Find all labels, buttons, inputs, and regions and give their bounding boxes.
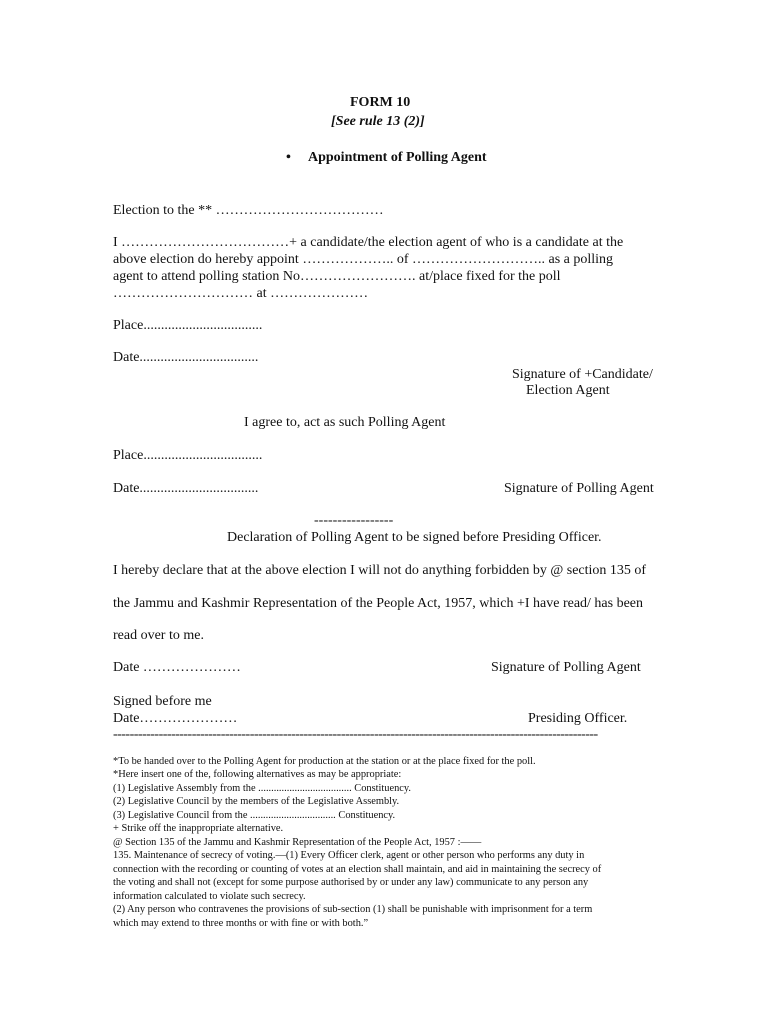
appointment-place: Place..................................: [113, 318, 263, 333]
signed-before: Signed before me: [113, 694, 212, 709]
candidate-signature-line1: Signature of +Candidate/: [512, 367, 653, 382]
presiding-date: Date…………………: [113, 711, 238, 726]
footnote: *Here insert one of the, following alternatives as may be appropriate:: [113, 769, 402, 780]
dashed-divider: ---------------------------------------------------------------------------------------------------------------------: [113, 727, 598, 742]
rule-reference: [See rule 13 (2)]: [331, 114, 425, 129]
separator: -----------------: [314, 513, 394, 528]
footnote: *To be handed over to the Polling Agent for production at the station or at the place fixed for the poll.: [113, 756, 536, 767]
agreement-date: Date..................................: [113, 481, 259, 496]
form-heading: [286, 149, 487, 167]
footnote: @ Section 135 of the Jammu and Kashmir Representation of the People Act, 1957 :——: [113, 837, 482, 848]
footnote: (2) Any person who contravenes the provisions of sub-section (1) shall be punishable with imprisonment for a term: [113, 904, 593, 915]
agreement-text: I agree to, act as such Polling Agent: [244, 415, 446, 430]
agreement-signature: Signature of Polling Agent: [504, 481, 654, 496]
declaration-line: I hereby declare that at the above election I will not do anything forbidden by @ section 135 of: [113, 563, 647, 578]
declaration-line: the Jammu and Kashmir Representation of the People Act, 1957, which +I have read/ has been: [113, 596, 644, 611]
election-line: Election to the ** ………………………………: [113, 203, 384, 218]
bullet-icon: •: [286, 150, 291, 165]
footnote: 135. Maintenance of secrecy of voting.—(1) Every Officer clerk, agent or other person who performs any duty in: [113, 850, 585, 861]
footnote: (3) Legislative Council from the ................................. Constituency.: [113, 810, 396, 821]
footnote: the voting and shall not (except for some purpose authorised by or under any law) communicate to any person any: [113, 877, 589, 888]
footnote: which may extend to three months or with fine or with both.”: [113, 918, 369, 929]
presiding-officer: Presiding Officer.: [528, 711, 628, 726]
form-title: FORM 10: [350, 95, 411, 110]
declaration-signature: Signature of Polling Agent: [491, 660, 641, 675]
declaration-date: Date …………………: [113, 660, 241, 675]
appointment-para-line: above election do hereby appoint ……………….. of ……………………….. as a polling: [113, 252, 614, 267]
appointment-date: Date..................................: [113, 350, 259, 365]
appointment-para-line: agent to attend polling station No……………………. at/place fixed for the poll: [113, 269, 561, 284]
agreement-place: Place..................................: [113, 448, 263, 463]
footnote: information calculated to violate such secrecy.: [113, 891, 306, 902]
appointment-para-line: I ………………………………+ a candidate/the election agent of who is a candidate at the: [113, 235, 624, 250]
heading-text: Appointment of Polling Agent: [308, 150, 487, 165]
candidate-signature-line2: Election Agent: [526, 383, 610, 398]
footnote: (2) Legislative Council by the members of the Legislative Assembly.: [113, 796, 400, 807]
declaration-line: read over to me.: [113, 628, 204, 643]
footnote: + Strike off the inappropriate alternative.: [113, 823, 284, 834]
footnote: connection with the recording or counting of votes at an election shall maintain, and aid in maintaining the secrecy of: [113, 864, 602, 875]
appointment-para-line: ………………………… at …………………: [113, 286, 369, 301]
footnote: (1) Legislative Assembly from the .................................... Constituency.: [113, 783, 412, 794]
declaration-title: Declaration of Polling Agent to be signed before Presiding Officer.: [227, 530, 602, 545]
